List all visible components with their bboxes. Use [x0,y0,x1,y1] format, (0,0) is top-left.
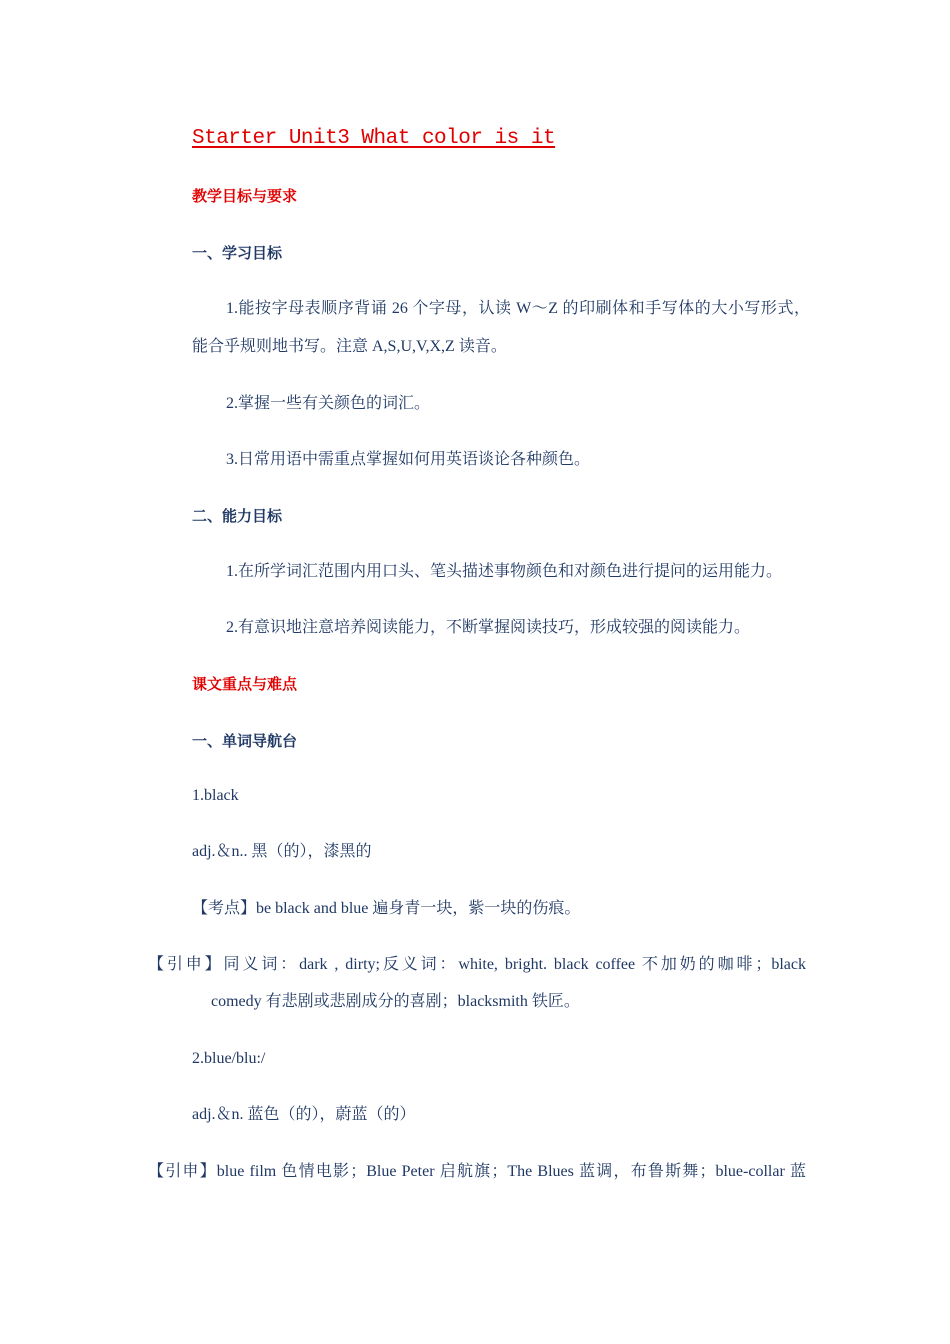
word-1-entry: 1.black [192,787,239,804]
subheading-learning-goals: 一、学习目标 [192,244,283,262]
section-heading-key-points: 课文重点与难点 [192,675,298,693]
word-1-definition: adj.＆n.. 黑（的），漆黑的 [192,843,372,860]
section-heading-teaching-goals: 教学目标与要求 [192,187,298,205]
ability-1: 1.在所学词汇范围内用口头、笔头描述事物颜色和对颜色进行提问的运用能力。 [226,563,783,580]
ability-2: 2.有意识地注意培养阅读能力，不断掌握阅读技巧，形成较强的阅读能力。 [226,619,751,636]
goal-1-line-2: 能合乎规则地书写。注意 A,S,U,V,X,Z 读音。 [192,338,507,355]
subheading-vocabulary: 一、单词导航台 [192,732,298,750]
word-2-definition: adj.＆n. 蓝色（的），蔚蓝（的） [192,1106,416,1123]
word-1-extension-line-2: comedy 有悲剧或悲剧成分的喜剧；blacksmith 铁匠。 [211,993,580,1010]
word-2-extension-line-1: 【引申】blue film 色情电影；Blue Peter 启航旗；The Blues 蓝调，布鲁斯舞；blue-collar 蓝 [148,1163,806,1180]
word-1-extension-line-1: 【引申】同义词：dark , dirty;反义词：white, bright. black coffee 不加奶的咖啡；black [148,956,806,973]
subheading-ability-goals: 二、能力目标 [192,507,283,525]
goal-2: 2.掌握一些有关颜色的词汇。 [226,395,431,412]
goal-3: 3.日常用语中需重点掌握如何用英语谈论各种颜色。 [226,451,591,468]
word-1-key-point: 【考点】be black and blue 遍身青一块，紫一块的伤痕。 [192,900,581,917]
goal-1-line-1: 1.能按字母表顺序背诵 26 个字母，认读 W～Z 的印刷体和手写体的大小写形式， [226,300,810,317]
word-2-entry: 2.blue/blu:/ [192,1050,266,1067]
document-title: Starter Unit3 What color is it [192,127,556,150]
